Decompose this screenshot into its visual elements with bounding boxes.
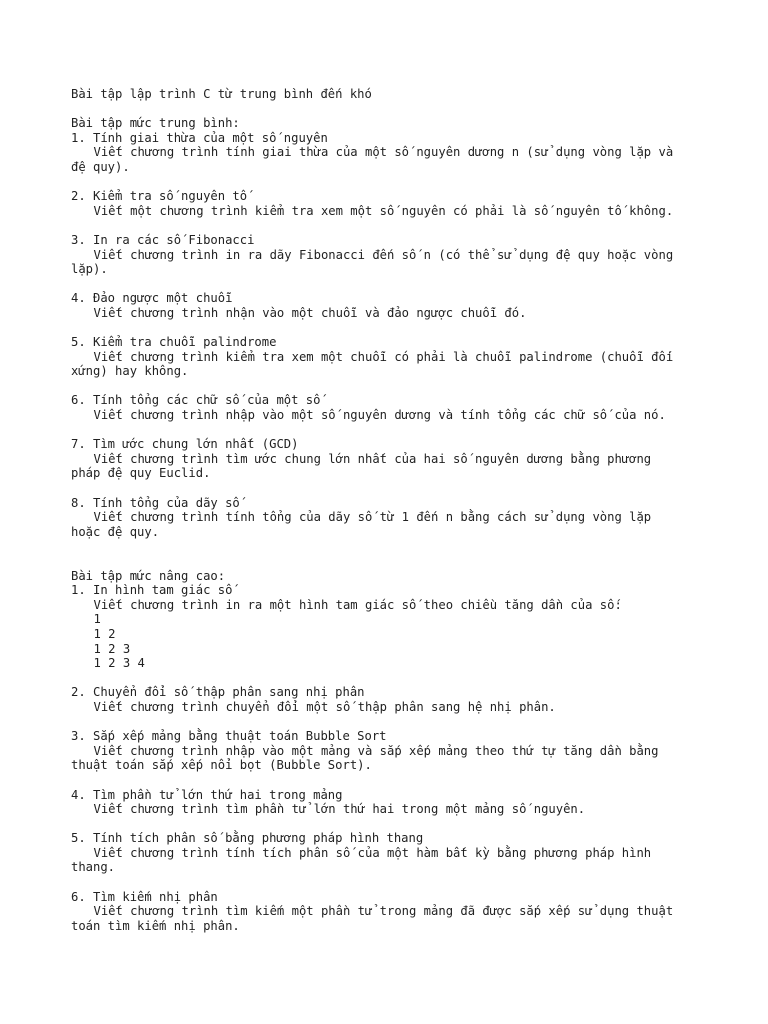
exercise-item [71, 335, 711, 379]
exercise-description: thang. [71, 860, 116, 875]
exercise-description: Viết chương trình in ra một hình tam giác số theo chiều tăng dần của số: [93, 597, 622, 612]
exercise-description: Viết chương trình tìm kiếm một phần tử trong mảng đã được sắp xếp sử dụng thuật [93, 904, 674, 919]
exercise-title: 2. Chuyển đổi số thập phân sang nhị phân [71, 685, 365, 700]
exercise-item [71, 788, 711, 817]
exercise-title: 2. Kiểm tra số nguyên tố [71, 189, 248, 204]
exercise-title: 6. Tính tổng các chữ số của một số [71, 393, 321, 408]
exercise-title: 5. Kiểm tra chuỗi palindrome [71, 335, 277, 350]
exercise-item [71, 437, 711, 481]
exercise-title: 6. Tìm kiếm nhị phân [71, 889, 218, 904]
number-pattern-line: 1 2 3 [93, 641, 131, 656]
exercise-description: Viết chương trình nhập vào một số nguyên dương và tính tổng các chữ số của nó. [93, 408, 666, 423]
exercise-item [71, 496, 711, 540]
exercise-title: 4. Tìm phần tử lớn thứ hai trong mảng [71, 787, 343, 802]
exercise-item [71, 583, 711, 671]
exercise-description: hoặc đệ quy. [71, 524, 160, 539]
exercise-description: thuật toán sắp xếp nổi bọt (Bubble Sort). [71, 758, 372, 773]
exercise-title: 7. Tìm ước chung lớn nhất (GCD) [71, 437, 299, 452]
document-title: Bài tập lập trình C từ trung bình đến khó [71, 87, 372, 101]
exercise-description: Viết chương trình kiểm tra xem một chuỗi có phải là chuỗi palindrome (chuỗi đối [93, 349, 674, 364]
section-heading-intermediate: Bài tập mức trung bình: [71, 116, 240, 131]
exercise-description: Viết chương trình tìm ước chung lớn nhất của hai số nguyên dương bằng phương [93, 451, 652, 466]
number-pattern-line: 1 2 3 4 [93, 656, 145, 671]
exercise-item [71, 189, 711, 218]
exercise-item [71, 685, 711, 714]
exercise-item [71, 729, 711, 773]
exercise-description: pháp đệ quy Euclid. [71, 466, 211, 481]
exercise-description: Viết chương trình tính tổng của dãy số từ 1 đến n bằng cách sử dụng vòng lặp [93, 510, 652, 525]
exercise-title: 8. Tính tổng của dãy số [71, 495, 240, 510]
exercise-item [71, 890, 711, 934]
exercise-description: Viết chương trình tính tích phân số của một hàm bất kỳ bằng phương pháp hình [93, 845, 652, 860]
exercise-description: Viết chương trình in ra dãy Fibonacci đến số n (có thể sử dụng đệ quy hoặc vòng [93, 247, 674, 262]
exercise-description: toán tìm kiếm nhị phân. [71, 918, 240, 933]
spacer [71, 102, 711, 117]
spacer [71, 539, 711, 568]
exercise-item [71, 233, 711, 277]
exercise-title: 3. In ra các số Fibonacci [71, 232, 255, 247]
exercise-title: 1. Tính giai thừa của một số nguyên [71, 130, 328, 145]
exercise-description: Viết chương trình tìm phần tử lớn thứ hai trong một mảng số nguyên. [93, 802, 586, 817]
exercise-description: lặp). [71, 262, 108, 277]
exercise-title: 1. In hình tam giác số [71, 583, 233, 598]
exercise-title: 3. Sắp xếp mảng bằng thuật toán Bubble Sort [71, 729, 387, 744]
exercise-item [71, 831, 711, 875]
exercise-title: 4. Đảo ngược một chuỗi [71, 291, 233, 306]
section-heading-advanced: Bài tập mức nâng cao: [71, 568, 226, 583]
exercise-description: Viết chương trình nhận vào một chuỗi và đảo ngược chuỗi đó. [93, 305, 527, 320]
exercise-description: Viết chương trình nhập vào một mảng và sắp xếp mảng theo thứ tự tăng dần bằng [93, 743, 659, 758]
exercise-description: đệ quy). [71, 159, 130, 174]
exercise-item [71, 393, 711, 422]
document-page [71, 87, 711, 933]
exercise-title: 5. Tính tích phân số bằng phương pháp hình thang [71, 831, 424, 846]
exercise-description: xứng) hay không. [71, 364, 189, 379]
number-pattern-line: 1 2 [93, 626, 116, 641]
exercise-item [71, 131, 711, 175]
exercise-description: Viết chương trình tính giai thừa của một số nguyên dương n (sử dụng vòng lặp và [93, 145, 674, 160]
exercise-item [71, 291, 711, 320]
exercise-description: Viết chương trình chuyển đổi một số thập phân sang hệ nhị phân. [93, 699, 556, 714]
number-pattern-line: 1 [93, 612, 101, 627]
exercise-description: Viết một chương trình kiểm tra xem một số nguyên có phải là số nguyên tố không. [93, 203, 674, 218]
